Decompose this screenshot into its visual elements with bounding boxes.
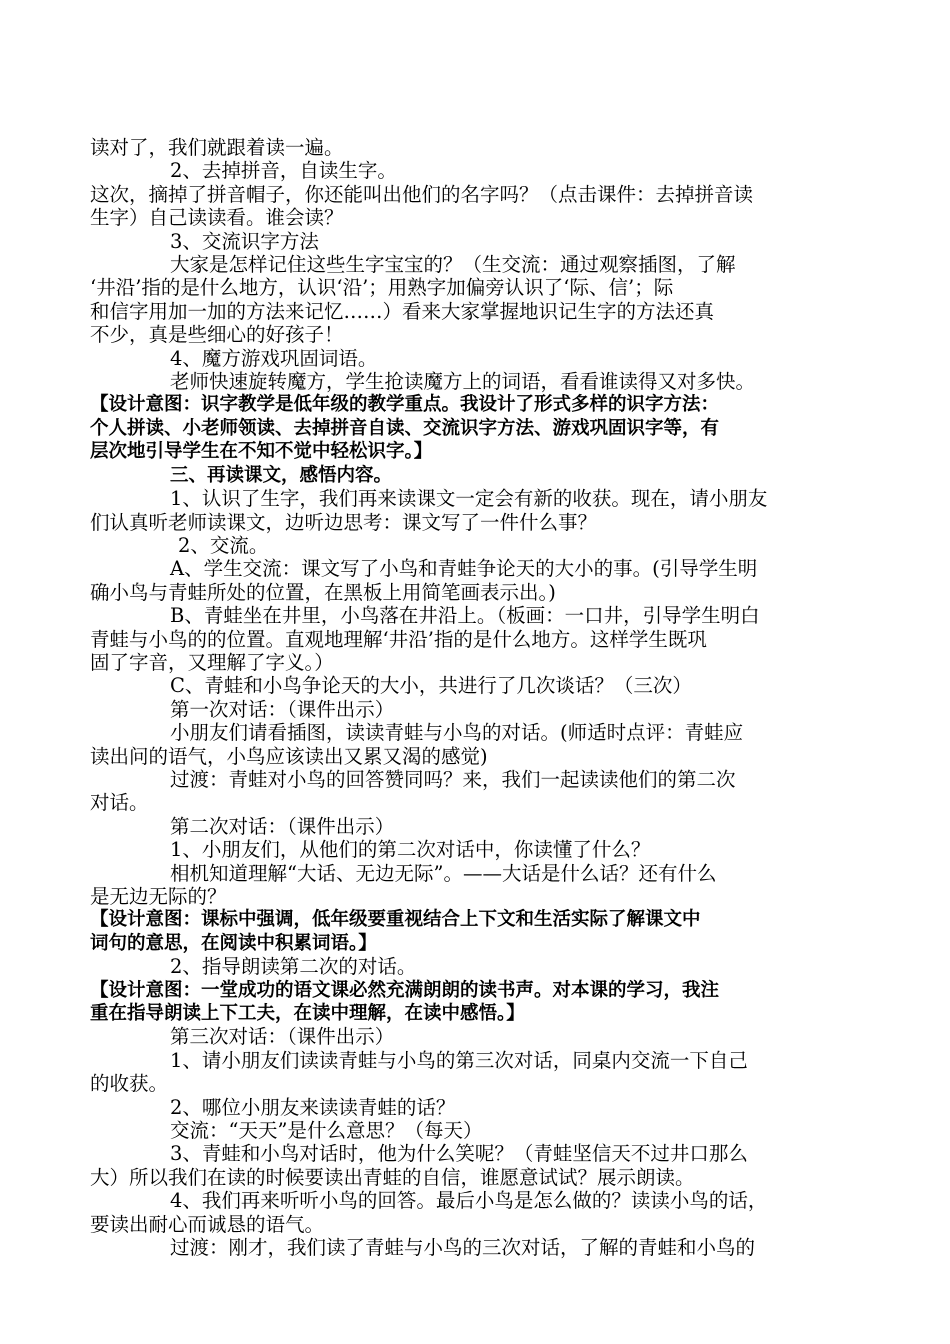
text-line: 读出问的语气，小鸟应该读出又累又渴的感觉) bbox=[90, 744, 488, 768]
text-line: 确小鸟与青蛙所处的位置，在黑板上用简笔画表示出。) bbox=[90, 580, 556, 604]
text-line: 3、青蛙和小鸟对话时，他为什么笑呢？（青蛙坚信天不过井口那么 bbox=[170, 1142, 748, 1166]
text-line: 第三次对话：（课件出示） bbox=[170, 1025, 395, 1049]
text-line: 对话。 bbox=[90, 791, 149, 815]
text-line: 和信字用加一加的方法来记忆……）看来大家掌握地识记生字的方法还真 bbox=[90, 299, 715, 323]
text-line: B、青蛙坐在井里，小鸟落在井沿上。（板画：一口井，引导学生明白 bbox=[170, 604, 760, 628]
text-line: 不少，真是些细心的好孩子！ bbox=[90, 323, 344, 347]
text-line: A、学生交流：课文写了小鸟和青蛙争论天的大小的事。(引导学生明 bbox=[170, 557, 758, 581]
text-line: 4、魔方游戏巩固词语。 bbox=[170, 346, 378, 370]
text-line: 青蛙与小鸟的的位置。直观地理解‘井沿’指的是什么地方。这样学生既巩 bbox=[90, 627, 707, 651]
design-intent-note: 【设计意图：课标中强调，低年级要重视结合上下文和生活实际了解课文中 bbox=[90, 909, 701, 931]
text-line: 是无边无际的？ bbox=[90, 885, 227, 908]
document-page bbox=[90, 136, 820, 1260]
text-line: 2、指导朗读第二次的对话。 bbox=[170, 955, 417, 979]
text-line: 2、交流。 bbox=[178, 533, 269, 557]
text-line: 大家是怎样记住这些生字宝宝的？（生交流：通过观察插图，了解 bbox=[170, 253, 736, 277]
section-heading: 三、再读课文，感悟内容。 bbox=[170, 464, 393, 486]
design-intent-note: 【设计意图：识字教学是低年级的教学重点。我设计了形式多样的识字方法： bbox=[90, 394, 720, 416]
text-line: 的收获。 bbox=[90, 1072, 169, 1096]
text-line: 4、我们再来听听小鸟的回答。最后小鸟是怎么做的？读读小鸟的话， bbox=[170, 1189, 768, 1213]
text-line: 小朋友们请看插图，读读青蛙与小鸟的对话。(师适时点评：青蛙应 bbox=[170, 721, 744, 745]
text-line: C、青蛙和小鸟争论天的大小，共进行了几次谈话？（三次） bbox=[170, 674, 692, 698]
text-line: 这次，摘掉了拼音帽子，你还能叫出他们的名字吗？（点击课件：去掉拼音读 bbox=[90, 182, 754, 206]
text-line: 过渡：青蛙对小鸟的回答赞同吗？来，我们一起读读他们的第二次 bbox=[170, 767, 736, 791]
design-intent-note: 【设计意图：一堂成功的语文课必然充满朗朗的读书声。对本课的学习，我注 bbox=[90, 979, 720, 1001]
text-line: 2、去掉拼音，自读生字。 bbox=[170, 159, 397, 183]
text-line: 1、请小朋友们读读青蛙与小鸟的第三次对话，同桌内交流一下自己 bbox=[170, 1048, 748, 1072]
design-intent-note: 层次地引导学生在不知不觉中轻松识字。】 bbox=[90, 441, 433, 463]
text-line: 1、认识了生字，我们再来读课文一定会有新的收获。现在，请小朋友 bbox=[170, 487, 768, 511]
text-line: 1、小朋友们，从他们的第二次对话中，你读懂了什么？ bbox=[170, 838, 651, 862]
text-line: 大）所以我们在读的时候要读出青蛙的自信，谁愿意试试？展示朗读。 bbox=[90, 1165, 695, 1189]
design-intent-note: 词句的意思，在阅读中积累词语。】 bbox=[90, 932, 377, 954]
text-line: 2、哪位小朋友来读读青蛙的话？ bbox=[170, 1095, 456, 1119]
design-intent-note: 个人拼读、小老师领读、去掉拼音自读、交流识字方法、游戏巩固识字等，有 bbox=[90, 417, 720, 439]
text-line: 交流：“天天”是什么意思？（每天） bbox=[170, 1119, 483, 1143]
text-line: 要读出耐心而诚恳的语气。 bbox=[90, 1212, 325, 1236]
text-line: ‘井沿’指的是什么地方，认识‘沿’；用熟字加偏旁认识了‘际、信’；际 bbox=[90, 276, 674, 300]
text-line: 固了字音，又理解了字义。） bbox=[90, 650, 334, 674]
text-line: 们认真听老师读课文，边听边思考：课文写了一件什么事？ bbox=[90, 510, 598, 534]
text-line: 第一次对话：（课件出示） bbox=[170, 697, 395, 721]
text-line: 过渡：刚才，我们读了青蛙与小鸟的三次对话，了解的青蛙和小鸟的 bbox=[170, 1236, 756, 1260]
design-intent-note: 重在指导朗读上下工夫，在读中理解，在读中感悟。】 bbox=[90, 1003, 525, 1025]
text-line: 读对了，我们就跟着读一遍。 bbox=[90, 136, 344, 159]
text-line: 3、交流识字方法 bbox=[170, 229, 319, 253]
text-line: 生字）自己读读看。谁会读？ bbox=[90, 206, 344, 230]
text-line: 相机知道理解“大话、无边无际”。——大话是什么话？还有什么 bbox=[170, 861, 717, 885]
text-line: 老师快速旋转魔方，学生抢读魔方上的词语，看看谁读得又对多快。 bbox=[170, 370, 756, 394]
text-line: 第二次对话：（课件出示） bbox=[170, 814, 395, 838]
